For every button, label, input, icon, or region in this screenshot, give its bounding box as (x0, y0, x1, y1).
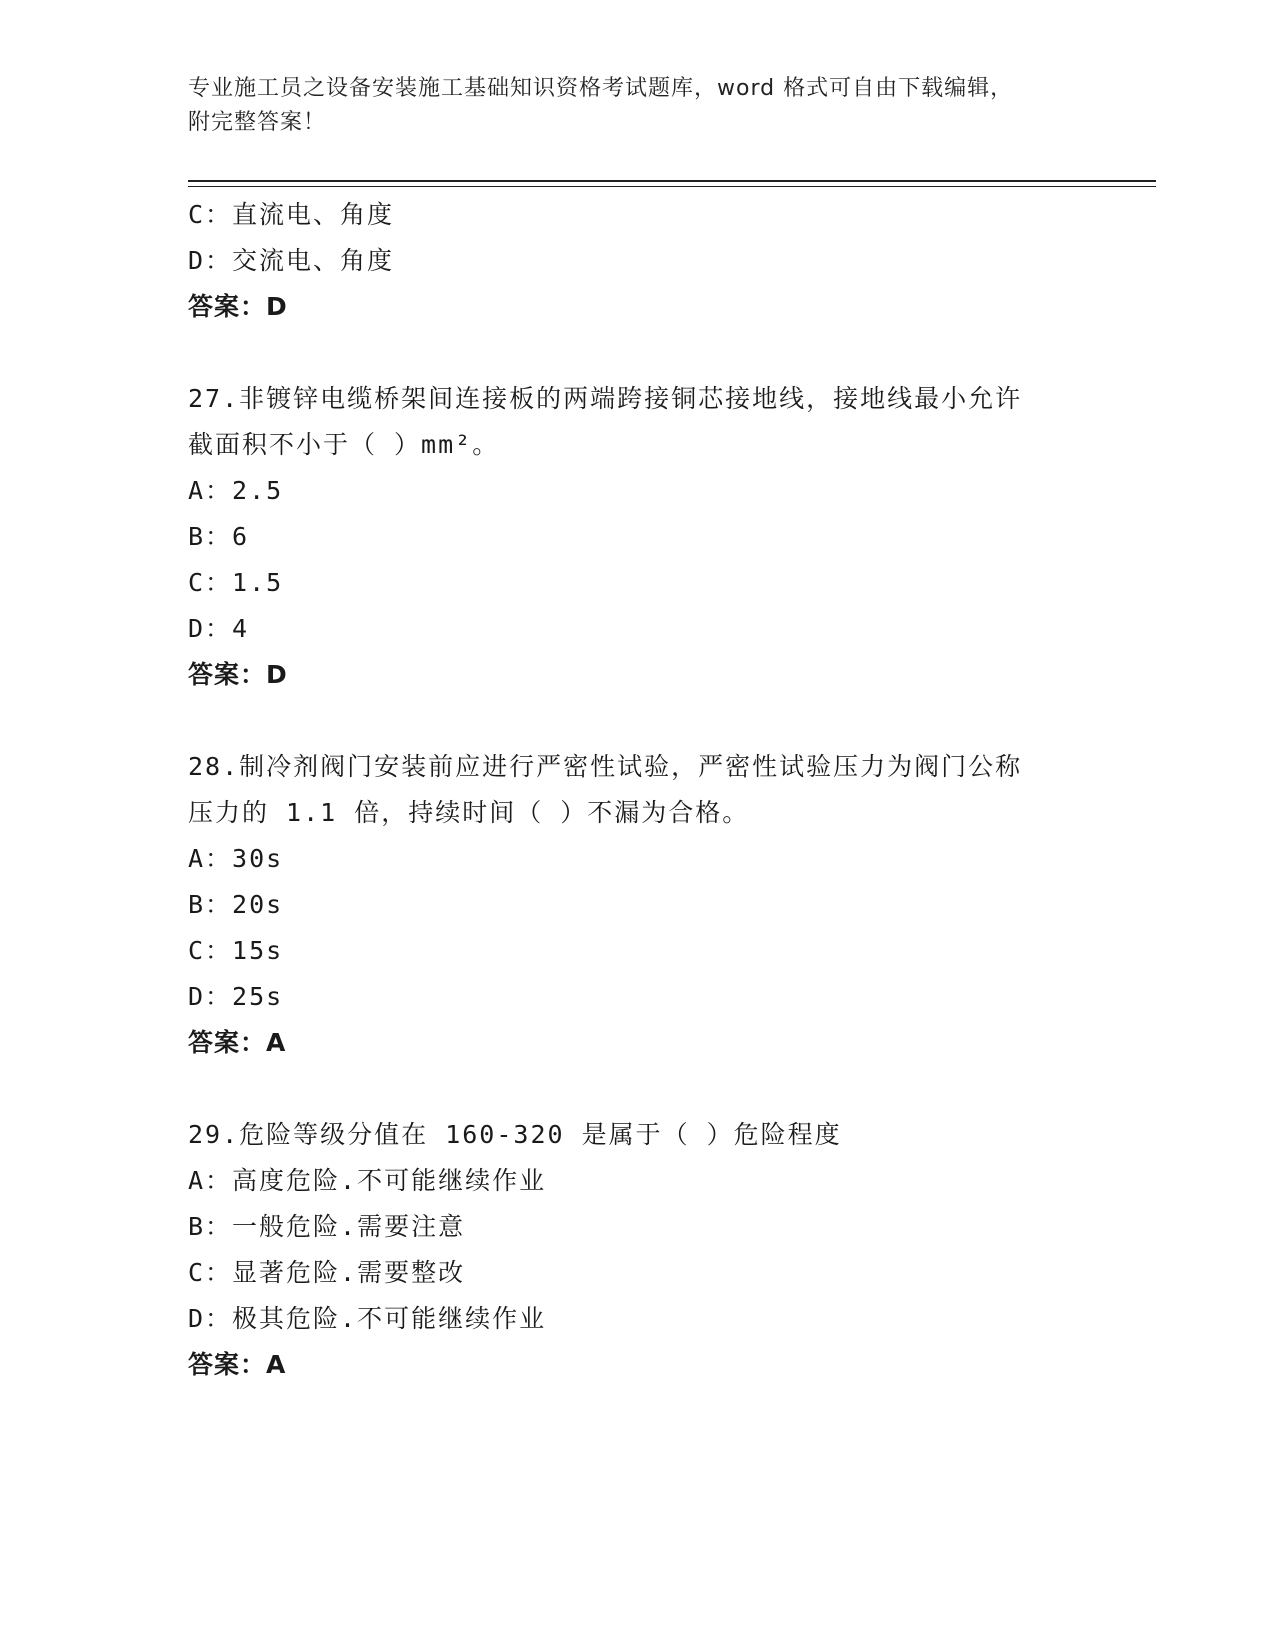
option-a: A：30s (188, 844, 284, 873)
question-stem-line-2: 压力的 1.1 倍，持续时间（ ）不漏为合格。 (188, 798, 750, 827)
option-a: A：高度危险.不可能继续作业 (188, 1166, 547, 1195)
option-d: D：极其危险.不可能继续作业 (188, 1304, 547, 1333)
spacer (188, 698, 1088, 744)
question-29 (188, 1112, 1088, 1388)
question-28 (188, 744, 1088, 1066)
question-27 (188, 376, 1088, 698)
option-d: D：4 (188, 614, 250, 643)
option-c: C：15s (188, 936, 284, 965)
option-d: D：交流电、角度 (188, 246, 395, 275)
option-c: C：1.5 (188, 568, 284, 597)
option-b: B：一般危险.需要注意 (188, 1212, 466, 1241)
answer: 答案：D (188, 292, 288, 321)
option-c: C：直流电、角度 (188, 200, 395, 229)
question-stem-line-1: 28.制冷剂阀门安装前应进行严密性试验，严密性试验压力为阀门公称 (188, 752, 1023, 781)
spacer (188, 330, 1088, 376)
option-b: B：6 (188, 522, 250, 551)
question-stem-line-1: 29.危险等级分值在 160-320 是属于（ ）危险程度 (188, 1120, 842, 1149)
header-divider-thick (188, 180, 1156, 182)
document-header (188, 72, 1088, 140)
option-a: A：2.5 (188, 476, 284, 505)
question-list (188, 192, 1088, 1388)
option-d: D：25s (188, 982, 284, 1011)
header-line-2: 附完整答案！ (188, 110, 327, 135)
header-line-1: 专业施工员之设备安装施工基础知识资格考试题库，word 格式可自由下载编辑， (188, 76, 1014, 101)
spacer (188, 1066, 1088, 1112)
header-divider-thin (188, 186, 1156, 187)
question-stem-line-2: 截面积不小于（ ）mm²。 (188, 430, 500, 459)
answer: 答案：D (188, 660, 288, 689)
answer: 答案：A (188, 1350, 287, 1379)
question-stem-line-1: 27.非镀锌电缆桥架间连接板的两端跨接铜芯接地线，接地线最小允许 (188, 384, 1023, 413)
question-26 (188, 192, 1088, 330)
answer: 答案：A (188, 1028, 287, 1057)
option-b: B：20s (188, 890, 284, 919)
option-c: C：显著危险.需要整改 (188, 1258, 466, 1287)
